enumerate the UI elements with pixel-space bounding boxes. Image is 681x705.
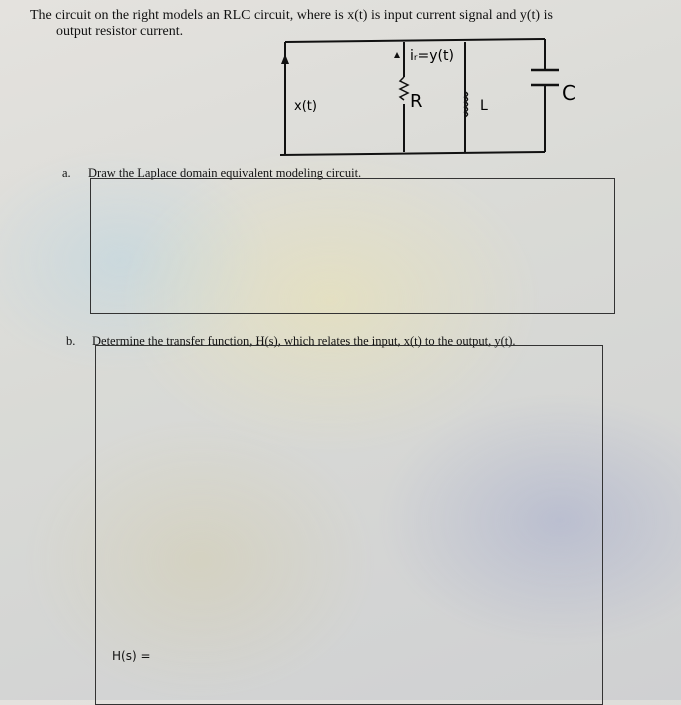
capacitor-label: C — [562, 81, 576, 105]
part-a-marker: a. — [62, 166, 71, 180]
inductor-label: L — [480, 98, 488, 114]
intro-line-2: output resistor current. — [56, 24, 184, 39]
resistor-label: R — [410, 91, 423, 112]
top-wire — [285, 39, 545, 42]
bottom-wire — [280, 152, 545, 155]
intro-line-1: The circuit on the right models an RLC circuit, where is x(t) is input current signal and y(t) is — [30, 8, 553, 23]
part-a-answer-box[interactable] — [90, 178, 615, 314]
source-arrow-icon — [281, 54, 289, 64]
part-b-marker: b. — [66, 334, 76, 348]
rlc-circuit-diagram — [270, 32, 590, 162]
current-label: iᵣ=y(t) — [410, 48, 454, 64]
source-label: x(t) — [294, 99, 317, 114]
part-b-answer-box[interactable] — [95, 345, 603, 705]
part-b-question: Determine the transfer function, H(s), which relates the input, x(t) to the output, y(t). — [92, 334, 516, 348]
transfer-function-label: H(s) = — [112, 649, 151, 663]
part-a-question: Draw the Laplace domain equivalent modeling circuit. — [88, 166, 362, 180]
current-arrow-icon — [394, 52, 400, 58]
resistor-zigzag — [400, 77, 408, 100]
